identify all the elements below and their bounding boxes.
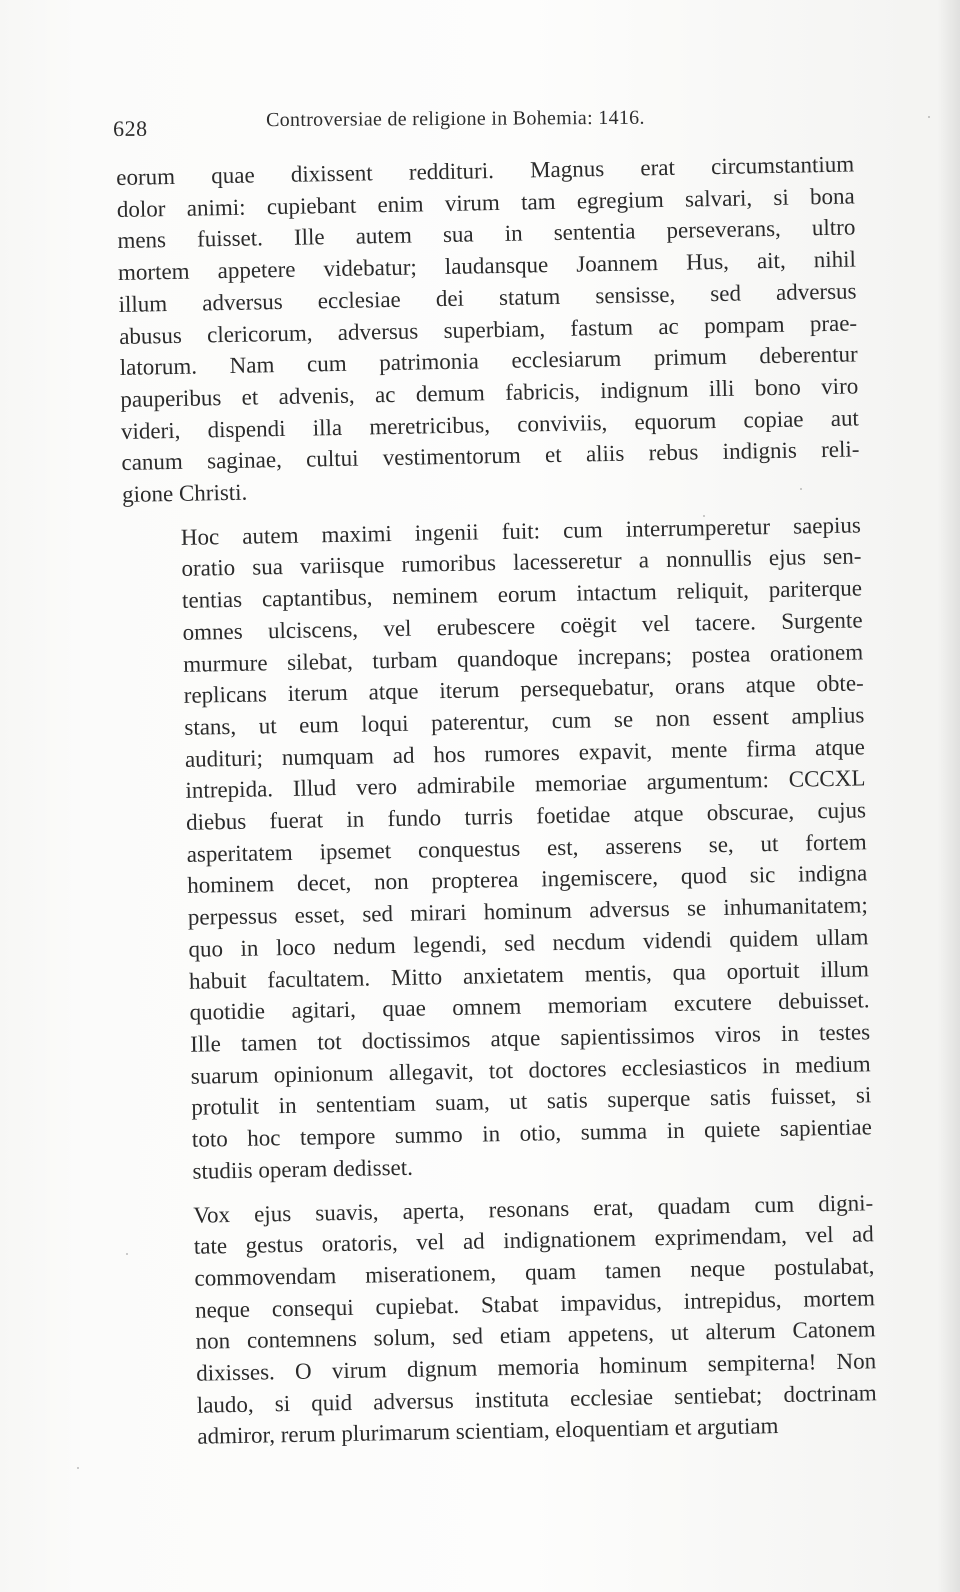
scan-speck: [928, 116, 930, 118]
text-line: Hoc autem maximi ingenii fuit: cum interrumperetur saepius: [180, 512, 861, 550]
text-line: mortem appetere videbatur; laudansque Joannem Hus, ait, nihil: [117, 246, 857, 286]
text-line: suarum opinionum allegavit, tot doctores ecclesiasticos in medium: [190, 1051, 871, 1089]
text-line: intrepida. Illud vero admirabile memoriae argumentum: CCCXL: [185, 765, 866, 804]
text-line: Vox ejus suavis, aperta, resonans erat, quadam cum digni-: [193, 1189, 874, 1228]
text-line: commovendam miserationem, quam tamen neque postulabat,: [194, 1253, 875, 1291]
scan-speck: [77, 1467, 79, 1469]
text-line: tentias captantibus, neminem eorum intactum reliquit, pariterque: [181, 575, 863, 614]
text-line: Ille tamen tot doctissimos atque sapientissimos viros in testes: [189, 1019, 871, 1057]
text-line: studiis operam dedisset.: [192, 1154, 414, 1184]
text-line: abusus clericorum, adversus superbiam, fastum ac pompam prae-: [118, 309, 858, 349]
text-line: replicans iterum atque iterum persequebatur, orans atque obte-: [183, 670, 864, 709]
text-line: oratio sua variisque rumoribus lacesseretur a nonnullis ejus sen-: [181, 543, 862, 582]
text-line: murmure silebat, turbam quandoque increpans; postea orationem: [182, 638, 864, 677]
text-line: habuit facultatem. Mitto anxietatem mentis, qua oportuit illum: [188, 955, 870, 994]
paragraph: [135, 1187, 878, 1454]
text-line: eorum quae dixissent reddituri. Magnus erat circumstantium: [116, 151, 855, 190]
text-line: neque consequi cupiebat. Stabat impavidus, intrepidus, mortem: [194, 1284, 876, 1323]
text-line: asperitatem ipsemet conquestus est, asserens se, ut fortem: [186, 829, 867, 867]
text-line: dolor animi: cupiebant enim virum tam egregium salvari, si bona: [116, 183, 855, 222]
scan-speck: [703, 515, 705, 517]
text-line: canum saginae, cultui vestimentorum et aliis rebus indignis reli-: [121, 436, 860, 476]
text-line: gione Christi.: [121, 479, 248, 507]
page-gutter-shadow: [938, 0, 960, 1592]
text-line: hominem decet, non propterea ingemiscere, quod sic indigna: [187, 860, 868, 899]
text-line: pauperibus et advenis, ac demum fabricis, indignum illi bono viro: [120, 373, 859, 412]
text-line: tate gestus oratoris, vel ad indignationem exprimendam, vel ad: [193, 1221, 875, 1259]
text-line: protulit in sententiam suam, ut satis superque satis fuisset, si: [191, 1082, 872, 1121]
text-line: audituri; numquam ad hos rumores expavit, mente firma atque: [184, 734, 866, 772]
running-title: Controversiae de religione in Bohemia: 1416.: [265, 106, 645, 132]
paragraph: [116, 148, 860, 510]
text-line: toto hoc tempore summo in otio, summa in quiete sapientiae: [191, 1114, 873, 1152]
text-line: perpessus esset, sed mirari hominum adversus se inhumanitatem;: [187, 892, 868, 930]
text-line: dixisses. O virum dignum memoria hominum sempiterna! Non: [195, 1348, 877, 1386]
text-line: admiror, rerum plurimarum scientiam, eloquentiam et argutiam: [197, 1413, 779, 1450]
text-line: quo in loco nedum legendi, sed necdum videndi quidem ullam: [188, 924, 869, 962]
running-head: [113, 105, 873, 140]
text-line: diebus fuerat in fundo turris foetidae atque obscurae, cujus: [185, 797, 867, 835]
text-line: stans, ut eum loqui paterentur, cum se non essent amplius: [184, 702, 865, 740]
body-text: [116, 148, 878, 1453]
text-line: laudo, si quid adversus instituta ecclesiae sentiebat; doctrinam: [196, 1379, 877, 1418]
paragraph: [123, 509, 873, 1188]
page-number: 628: [113, 115, 148, 141]
text-line: omnes ulciscens, vel erubescere coëgit vel tacere. Surgente: [182, 607, 863, 645]
text-line: quotidie agitari, quae omnem memoriam excutere debuisset.: [189, 987, 870, 1026]
text-line: non contemnens solum, sed etiam appetens, ut alterum Catonem: [195, 1316, 876, 1355]
scan-speck: [800, 488, 802, 490]
text-line: videri, dispendi illa meretricibus, conviviis, equorum copiae aut: [120, 405, 860, 444]
text-line: illum adversus ecclesiae dei statum sensisse, sed adversus: [118, 278, 857, 317]
text-line: mens fuisset. Ille autem sua in sententia perseverans, ultro: [117, 214, 856, 254]
scan-speck: [126, 1253, 128, 1255]
text-line: latorum. Nam cum patrimonia ecclesiarum primum deberentur: [119, 341, 858, 381]
